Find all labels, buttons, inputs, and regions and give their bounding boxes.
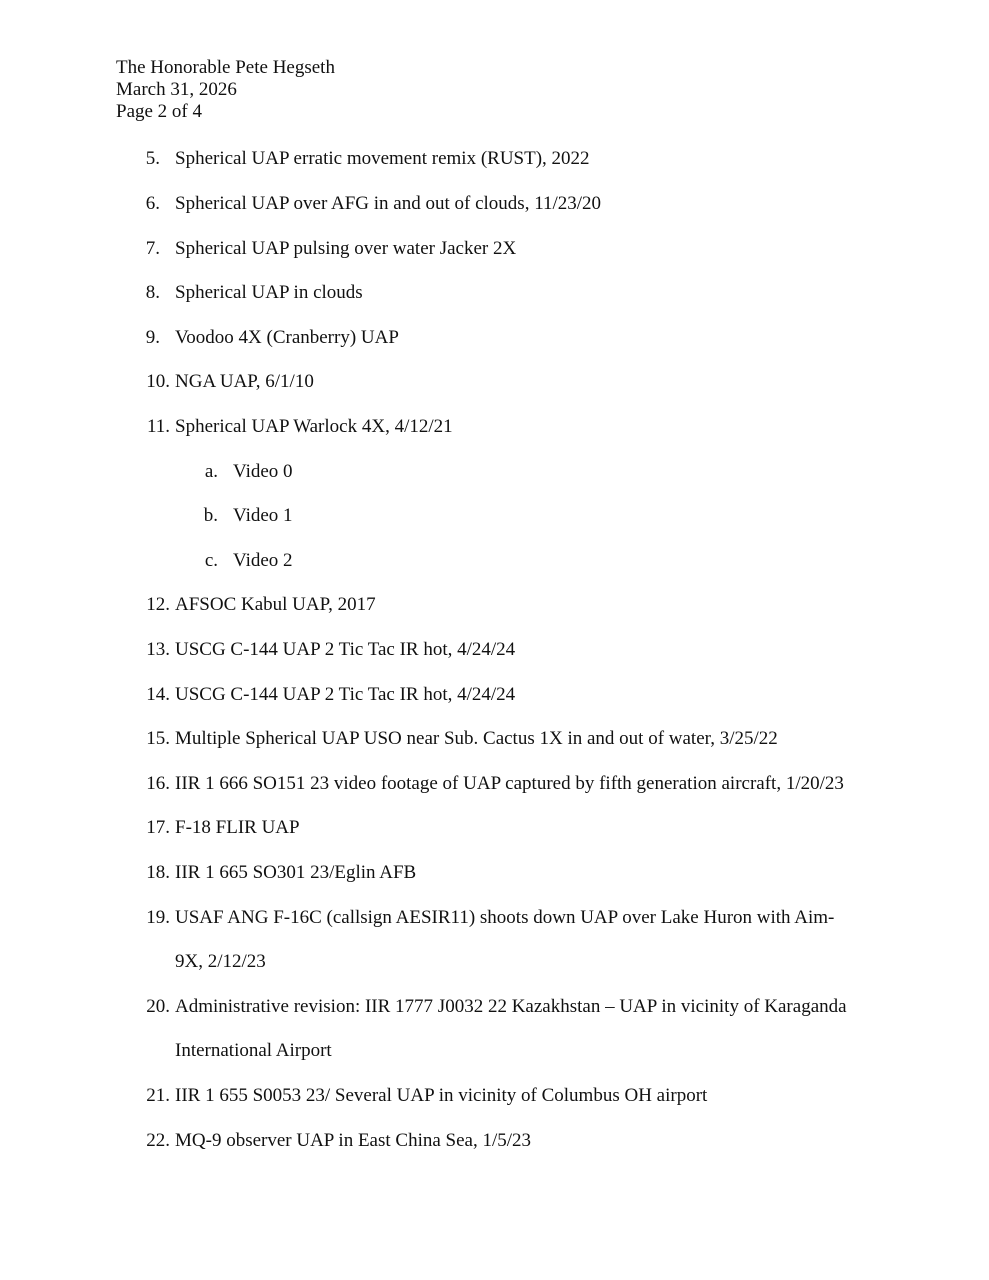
item-text: Multiple Spherical UAP USO near Sub. Cactus 1X in and out of water, 3/25/22 xyxy=(175,728,778,749)
item-text: Voodoo 4X (Cranberry) UAP xyxy=(175,327,399,348)
item-number: 5. xyxy=(145,148,160,169)
item-number: 15. xyxy=(146,728,170,749)
sub-item-letter: a. xyxy=(204,461,218,482)
item-text: MQ-9 observer UAP in East China Sea, 1/5/23 xyxy=(175,1130,532,1151)
item-text: Spherical UAP over AFG in and out of clouds, 11/23/20 xyxy=(175,193,602,214)
item-number: 21. xyxy=(146,1085,170,1106)
item-number: 13. xyxy=(146,639,170,660)
sub-item-letter: c. xyxy=(204,550,218,571)
page-number-line: Page 2 of 4 xyxy=(116,101,203,122)
item-text: Spherical UAP in clouds xyxy=(175,282,363,303)
item-number: 18. xyxy=(146,862,170,883)
item-number: 11. xyxy=(146,416,170,437)
item-text-continued: 9X, 2/12/23 xyxy=(175,951,266,972)
sub-item-text: Video 1 xyxy=(233,505,293,526)
item-text: AFSOC Kabul UAP, 2017 xyxy=(175,594,376,615)
letter-header xyxy=(116,57,335,123)
item-text: F-18 FLIR UAP xyxy=(175,817,300,838)
item-text: USCG C-144 UAP 2 Tic Tac IR hot, 4/24/24 xyxy=(175,639,516,660)
item-number: 22. xyxy=(146,1130,170,1151)
item-number: 10. xyxy=(146,371,170,392)
sub-item-text: Video 2 xyxy=(233,550,293,571)
item-number: 16. xyxy=(146,773,170,794)
item-number: 14. xyxy=(146,684,170,705)
item-text-continued: International Airport xyxy=(175,1040,332,1061)
item-number: 6. xyxy=(145,193,160,214)
recipient-line: The Honorable Pete Hegseth xyxy=(116,57,335,78)
item-text: USAF ANG F-16C (callsign AESIR11) shoots down UAP over Lake Huron with Aim- xyxy=(175,907,835,928)
item-number: 7. xyxy=(145,238,160,259)
item-text: Spherical UAP pulsing over water Jacker 2X xyxy=(175,238,517,259)
item-number: 12. xyxy=(146,594,170,615)
item-text: IIR 1 655 S0053 23/ Several UAP in vicinity of Columbus OH airport xyxy=(175,1085,708,1106)
item-text: Spherical UAP erratic movement remix (RUST), 2022 xyxy=(175,148,590,169)
item-text: IIR 1 665 SO301 23/Eglin AFB xyxy=(175,862,417,883)
item-number: 20. xyxy=(146,996,170,1017)
item-text: Administrative revision: IIR 1777 J0032 22 Kazakhstan – UAP in vicinity of Karaganda xyxy=(175,996,847,1017)
sub-item-text: Video 0 xyxy=(233,461,293,482)
date-line: March 31, 2026 xyxy=(116,79,237,100)
item-number: 9. xyxy=(145,327,160,348)
item-number: 8. xyxy=(145,282,160,303)
item-text: Spherical UAP Warlock 4X, 4/12/21 xyxy=(175,416,453,437)
item-text: NGA UAP, 6/1/10 xyxy=(175,371,314,392)
sub-item-letter: b. xyxy=(203,505,218,526)
item-text: USCG C-144 UAP 2 Tic Tac IR hot, 4/24/24 xyxy=(175,684,516,705)
item-number: 17. xyxy=(146,817,170,838)
item-text: IIR 1 666 SO151 23 video footage of UAP captured by fifth generation aircraft, 1/20/23 xyxy=(175,773,844,794)
item-number: 19. xyxy=(146,907,170,928)
